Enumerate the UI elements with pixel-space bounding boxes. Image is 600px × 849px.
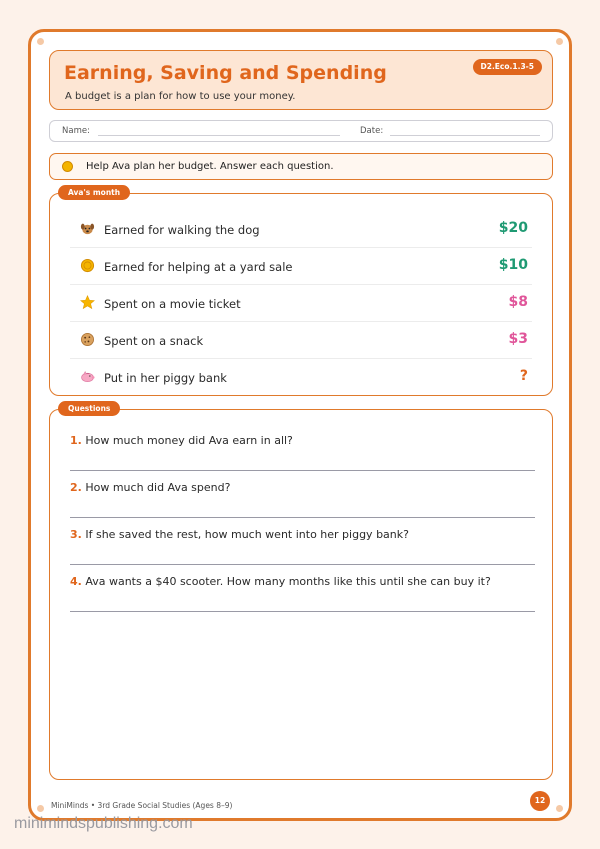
corner-dot [37, 805, 44, 812]
standard-badge: D2.Eco.1.3-5 [473, 59, 542, 75]
instructions-text: Help Ava plan her budget. Answer each question. [86, 161, 334, 172]
answer-line[interactable] [70, 517, 535, 518]
list-item [70, 211, 532, 248]
row-label: Spent on a snack [104, 334, 204, 348]
question-text [70, 575, 535, 588]
question-item [70, 434, 535, 447]
row-amount: $8 [508, 294, 528, 310]
row-amount: ? [519, 368, 528, 384]
date-label: Date: [360, 126, 384, 136]
watermark: minimindspublishing.com [14, 815, 193, 832]
answer-line[interactable] [70, 611, 535, 612]
row-label: Earned for walking the dog [104, 223, 260, 237]
question-item [70, 481, 535, 494]
corner-dot [556, 805, 563, 812]
corner-dot [556, 38, 563, 45]
avas-month-panel [49, 188, 553, 396]
dog-icon [80, 221, 95, 236]
question-prompt: How much did Ava spend? [85, 481, 231, 494]
list-item [70, 248, 532, 285]
question-prompt: If she saved the rest, how much went into her piggy bank? [85, 528, 409, 541]
question-prompt: Ava wants a $40 scooter. How many months like this until she can buy it? [85, 575, 491, 588]
worksheet-header [49, 50, 553, 110]
question-item [70, 528, 535, 541]
list-item [70, 322, 532, 359]
question-text [70, 434, 535, 447]
row-label: Spent on a movie ticket [104, 297, 241, 311]
question-number: 1. [70, 434, 82, 447]
coin-icon [80, 258, 95, 273]
question-number: 4. [70, 575, 82, 588]
name-line[interactable] [98, 135, 340, 136]
question-number: 3. [70, 528, 82, 541]
question-number: 2. [70, 481, 82, 494]
name-date-bar [49, 120, 553, 142]
question-text [70, 481, 535, 494]
panel-tab-avas-month: Ava's month [58, 185, 130, 200]
corner-dot [37, 38, 44, 45]
piggy-bank-icon [80, 369, 95, 384]
answer-line[interactable] [70, 564, 535, 565]
row-amount: $20 [498, 220, 528, 236]
page-subtitle: A budget is a plan for how to use your money. [65, 91, 296, 102]
row-label: Earned for helping at a yard sale [104, 260, 293, 274]
questions-panel [49, 404, 553, 780]
footer-text: MiniMinds • 3rd Grade Social Studies (Ages 8–9) [51, 801, 233, 810]
question-item [70, 575, 535, 588]
name-label: Name: [62, 126, 90, 136]
question-text [70, 528, 535, 541]
instructions-box [49, 153, 553, 180]
coin-icon [62, 161, 73, 172]
question-prompt: How much money did Ava earn in all? [85, 434, 293, 447]
row-label: Put in her piggy bank [104, 371, 227, 385]
worksheet-page [28, 29, 572, 821]
panel-tab-questions: Questions [58, 401, 120, 416]
row-amount: $3 [508, 331, 528, 347]
row-amount: $10 [498, 257, 528, 273]
answer-line[interactable] [70, 470, 535, 471]
star-icon [80, 295, 95, 310]
cookie-icon [80, 332, 95, 347]
page-title: Earning, Saving and Spending [64, 62, 387, 84]
page-number-badge: 12 [530, 791, 550, 811]
list-item [70, 285, 532, 322]
date-line[interactable] [390, 135, 540, 136]
list-item [70, 359, 532, 396]
